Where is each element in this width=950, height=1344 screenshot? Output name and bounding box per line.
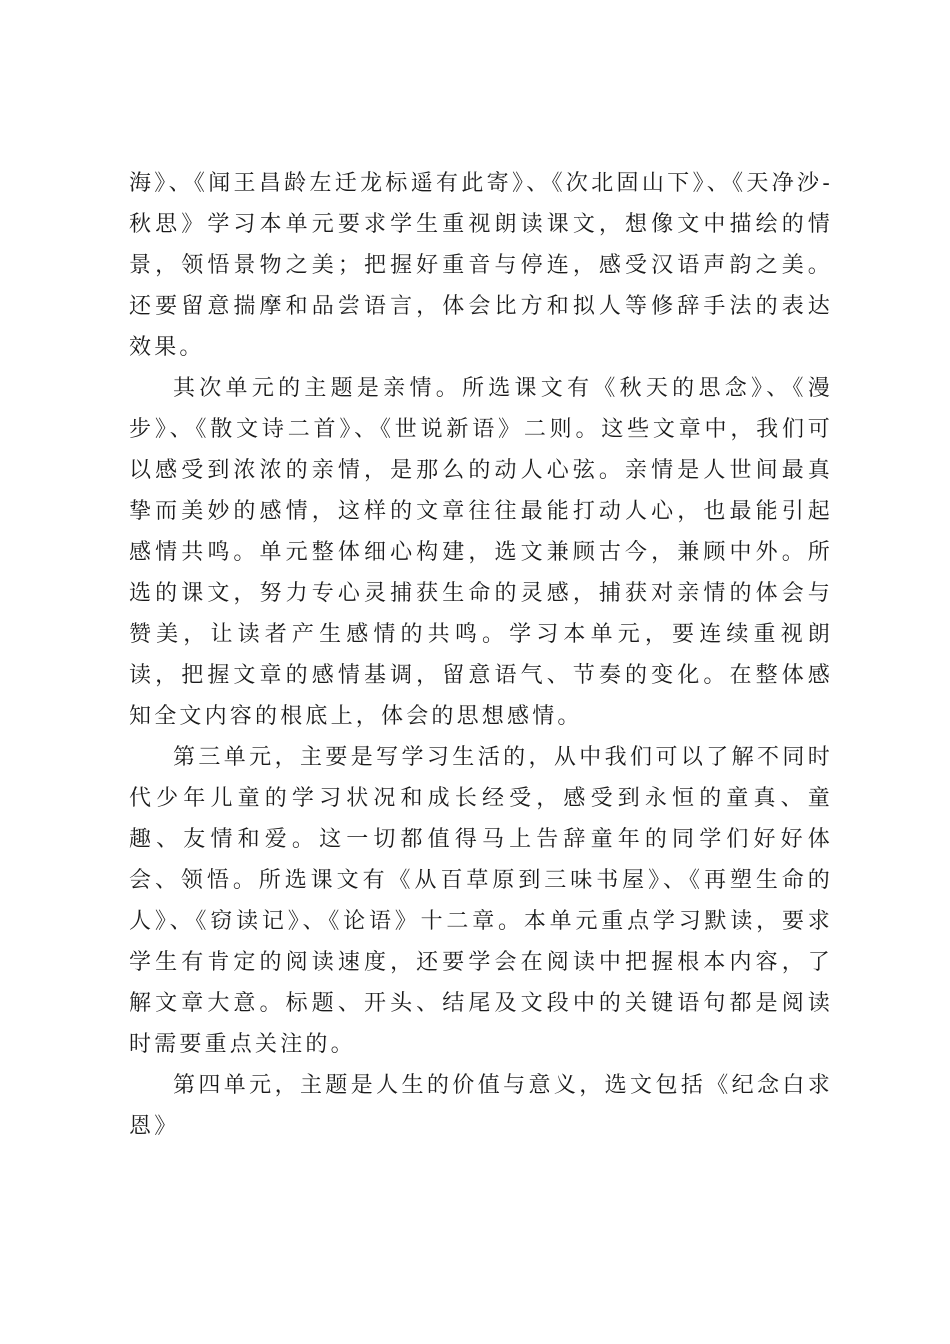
paragraph-continuation: 海》、《闻王昌龄左迁龙标遥有此寄》、《次北固山下》、《天净沙-秋思》学习本单元要求学生重视朗读课文，想像文中描绘的情景，领悟景物之美；把握好重音与停连，感受汉语声韵之美。还要留意揣摩和品尝语言，体会比方和拟人等修辞手法的表达效果。: [129, 171, 833, 360]
paragraph-unit-4: 第四单元，主题是人生的价值与意义，选文包括《纪念白求恩》: [129, 1073, 833, 1139]
paragraph-unit-3: 第三单元，主要是写学习生活的，从中我们可以了解不同时代少年儿童的学习状况和成长经受，感受到永恒的童真、童趣、友情和爱。这一切都值得马上告辞童年的同学们好好体会、领悟。所选课文有《从百草原到三味书屋》、《再塑生命的人》、《窃读记》、《论语》十二章。本单元重点学习默读，要求学生有肯定的阅读速度，还要学会在阅读中把握根本内容，了解文章大意。标题、开头、结尾及文段中的关键语句都是阅读时需要重点关注的。: [129, 745, 833, 1057]
paragraph-unit-2: 其次单元的主题是亲情。所选课文有《秋天的思念》、《漫步》、《散文诗二首》、《世说新语》二则。这些文章中，我们可以感受到浓浓的亲情，是那么的动人心弦。亲情是人世间最真挚而美妙的感情，这样的文章往往最能打动人心，也最能引起感情共鸣。单元整体细心构建，选文兼顾古今，兼顾中外。所选的课文，努力专心灵捕获生命的灵感，捕获对亲情的体会与赞美，让读者产生感情的共鸣。学习本单元，要连续重视朗读，把握文章的感情基调，留意语气、节奏的变化。在整体感知全文内容的根底上，体会的思想感情。: [129, 376, 833, 729]
document-body: [129, 163, 833, 1147]
